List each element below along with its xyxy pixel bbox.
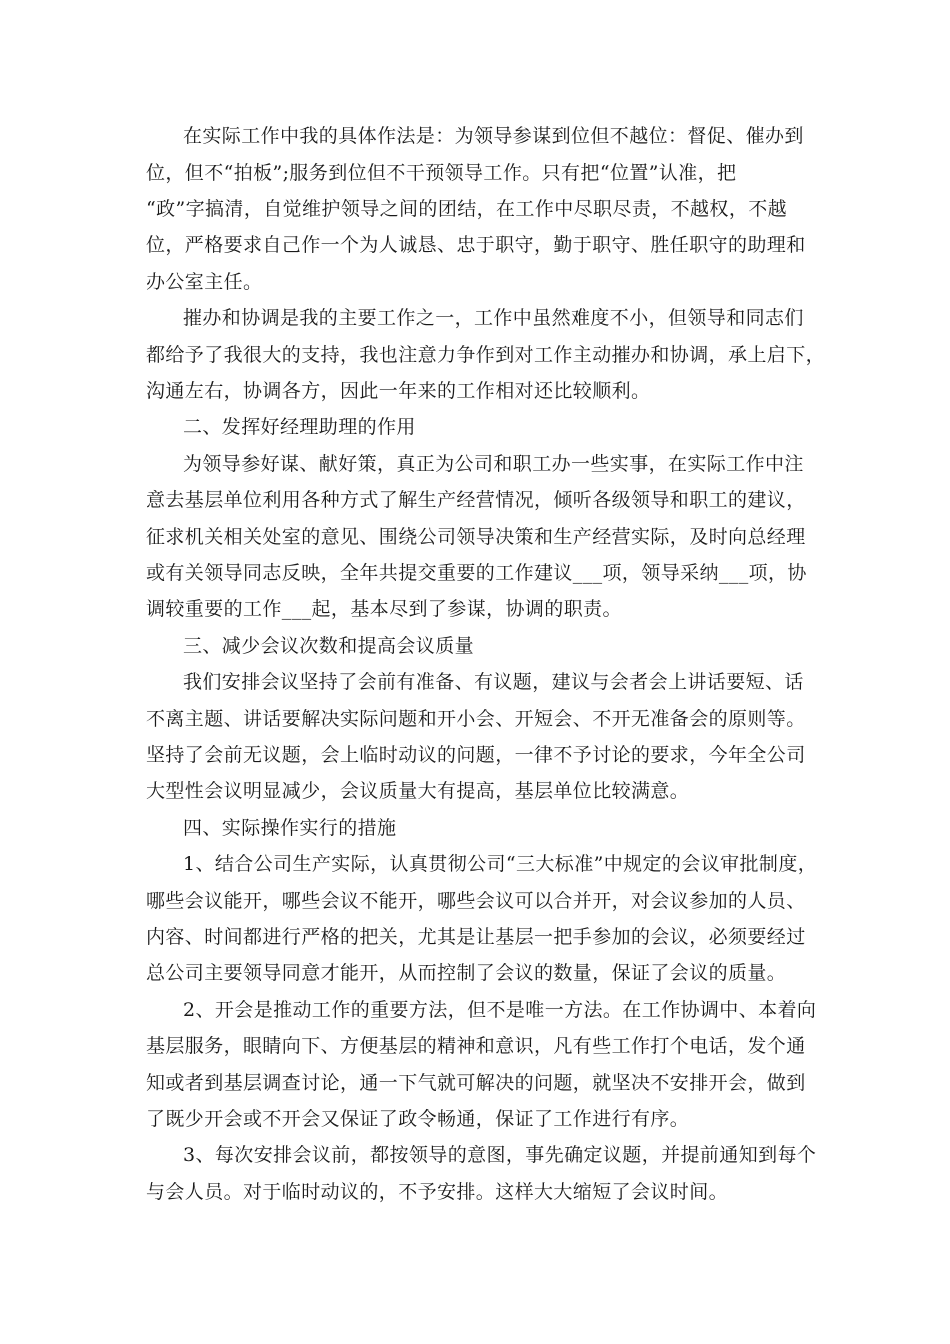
text-line: 2、开会是推动工作的重要方法，但不是唯一方法。在工作协调中、本着向 — [183, 999, 817, 1021]
text-line: 或有关领导同志反映，全年共提交重要的工作建议___项，领导采纳___项，协 — [146, 562, 807, 584]
text-line: 总公司主要领导同意才能开，从而控制了会议的数量，保证了会议的质量。 — [146, 962, 787, 984]
text-line: 坚持了会前无议题，会上临时动议的问题，一律不予讨论的要求，今年全公司 — [146, 744, 806, 766]
text-line: 位，但不“拍板”;服务到位但不干预领导工作。只有把“位置”认准，把 — [146, 162, 737, 184]
text-line: 不离主题、讲话要解决实际问题和开小会、开短会、不开无准备会的原则等。 — [146, 708, 806, 730]
text-line: 摧办和协调是我的主要工作之一，工作中虽然难度不小，但领导和同志们 — [183, 307, 804, 329]
section-heading: 二、发挥好经理助理的作用 — [183, 416, 416, 438]
text-line: 位，严格要求自己作一个为人诚恳、忠于职守，勤于职守、胜任职守的助理和 — [146, 234, 806, 256]
section-heading: 三、减少会议次数和提高会议质量 — [183, 635, 475, 657]
text-line: 了既少开会或不开会又保证了政令畅通，保证了工作进行有序。 — [146, 1108, 690, 1130]
text-line: 基层服务，眼睛向下、方便基层的精神和意识，凡有些工作打个电话，发个通 — [146, 1035, 806, 1057]
text-line: 调较重要的工作___起，基本尽到了参谋，协调的职责。 — [146, 598, 622, 620]
section-heading: 四、实际操作实行的措施 — [183, 817, 397, 839]
text-line: 办公室主任。 — [146, 271, 263, 293]
text-line: 我们安排会议坚持了会前有准备、有议题，建议与会者会上讲话要短、话 — [183, 671, 804, 693]
text-line: 都给予了我很大的支持，我也注意力争作到对工作主动摧办和协调，承上启下， — [146, 344, 826, 366]
text-line: 在实际工作中我的具体作法是：为领导参谋到位但不越位：督促、催办到 — [183, 125, 804, 147]
text-line: 知或者到基层调查讨论，通一下气就可解决的问题，就坚决不安排开会，做到 — [146, 1072, 806, 1094]
text-line: 为领导参好谋、献好策，真正为公司和职工办一些实事，在实际工作中注 — [183, 453, 804, 475]
text-line: 征求机关相关处室的意见、围绕公司领导决策和生产经营实际，及时向总经理 — [146, 526, 806, 548]
text-line: 3、每次安排会议前，都按领导的意图，事先确定议题，并提前通知到每个 — [183, 1144, 817, 1166]
text-line: 1、结合公司生产实际，认真贯彻公司“三大标准”中规定的会议审批制度， — [183, 853, 818, 875]
text-line: 大型性会议明显减少，会议质量大有提高，基层单位比较满意。 — [146, 780, 690, 802]
text-line: 与会人员。对于临时动议的，不予安排。这样大大缩短了会议时间。 — [146, 1181, 729, 1203]
text-line: 内容、时间都进行严格的把关，尤其是让基层一把手参加的会议，必须要经过 — [146, 926, 806, 948]
text-line: 沟通左右，协调各方，因此一年来的工作相对还比较顺利。 — [146, 380, 651, 402]
text-line: 意去基层单位利用各种方式了解生产经营情况，倾听各级领导和职工的建议， — [146, 489, 806, 511]
text-line: 哪些会议能开，哪些会议不能开，哪些会议可以合并开，对会议参加的人员、 — [146, 890, 806, 912]
text-line: “政”字搞清，自觉维护领导之间的团结，在工作中尽职尽责，不越权，不越 — [146, 198, 788, 220]
